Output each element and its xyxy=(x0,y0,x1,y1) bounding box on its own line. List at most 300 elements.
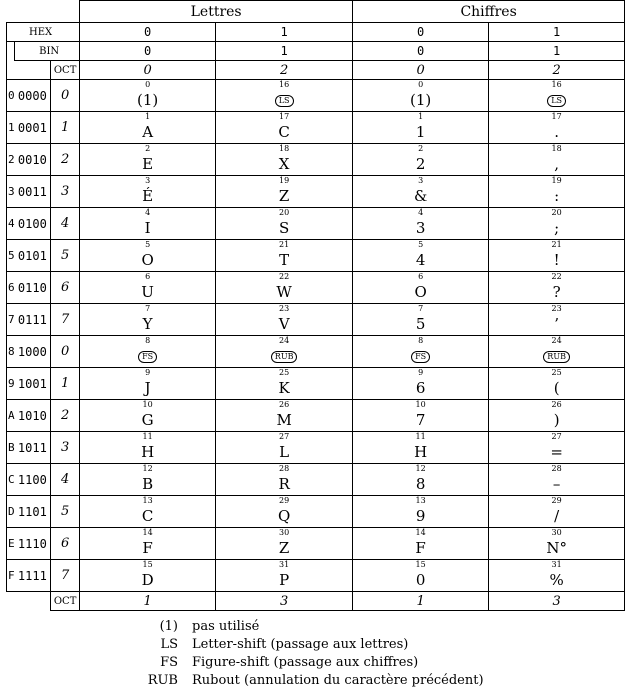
character-glyph: M xyxy=(276,411,292,429)
code-number: 23 xyxy=(551,304,562,313)
character-glyph: & xyxy=(413,187,428,205)
oct-value: 2 xyxy=(216,61,353,80)
row-oct: 1 xyxy=(51,368,80,400)
code-cell xyxy=(489,464,625,496)
row-bin: 1110 xyxy=(15,528,51,560)
code-cell-content xyxy=(80,528,215,559)
code-cell-content xyxy=(489,336,624,367)
character-glyph: V xyxy=(278,315,290,333)
code-cell xyxy=(80,432,216,464)
code-row xyxy=(7,176,625,208)
code-cell xyxy=(353,176,489,208)
code-cell-content xyxy=(216,464,352,495)
code-cell xyxy=(80,144,216,176)
legend-abbr: FS xyxy=(160,655,178,670)
code-cell xyxy=(353,240,489,272)
character xyxy=(353,124,488,141)
character xyxy=(353,316,488,333)
row-bin: 0111 xyxy=(15,304,51,336)
control-char-badge: LS xyxy=(547,95,566,107)
code-number: 28 xyxy=(279,464,290,473)
code-number: 11 xyxy=(415,432,426,441)
character-glyph: S xyxy=(278,219,290,237)
code-number: 8 xyxy=(145,336,151,345)
code-cell xyxy=(353,80,489,112)
character xyxy=(489,92,624,109)
character xyxy=(80,284,215,301)
row-bin: 0001 xyxy=(15,112,51,144)
oct-footer-label: OCT xyxy=(51,592,80,611)
character xyxy=(353,92,488,109)
code-cell xyxy=(353,336,489,368)
code-number: 2 xyxy=(418,144,424,153)
code-number: 22 xyxy=(551,272,562,281)
code-number: 17 xyxy=(551,112,562,121)
character xyxy=(216,348,352,365)
oct-footer-value: 3 xyxy=(489,592,625,611)
code-cell xyxy=(216,336,353,368)
character-glyph: B xyxy=(142,475,154,493)
character xyxy=(489,348,624,365)
code-cell xyxy=(353,304,489,336)
code-number: 0 xyxy=(145,80,151,89)
legend-text: pas utilisé xyxy=(192,619,260,634)
code-cell xyxy=(489,176,625,208)
code-cell-content xyxy=(489,144,624,175)
code-cell-content xyxy=(353,368,488,399)
row-oct: 6 xyxy=(51,528,80,560)
code-cell-content xyxy=(216,240,352,271)
row-bin: 1001 xyxy=(15,368,51,400)
code-cell-content xyxy=(353,144,488,175)
character xyxy=(353,188,488,205)
code-cell xyxy=(80,208,216,240)
hex-header-row xyxy=(7,23,625,42)
code-row xyxy=(7,336,625,368)
character-glyph: ’ xyxy=(554,315,560,333)
code-number: 6 xyxy=(145,272,151,281)
code-cell xyxy=(216,80,353,112)
character xyxy=(489,444,624,461)
code-cell-content xyxy=(216,400,352,431)
character-glyph: X xyxy=(278,155,290,173)
code-cell xyxy=(353,368,489,400)
code-cell xyxy=(80,496,216,528)
code-cell-content xyxy=(353,112,488,143)
code-cell-content xyxy=(216,432,352,463)
code-number: 4 xyxy=(418,208,424,217)
bin-value: 0 xyxy=(353,42,489,61)
code-number: 25 xyxy=(551,368,562,377)
character xyxy=(216,188,352,205)
row-oct: 6 xyxy=(51,272,80,304)
oct-value: 0 xyxy=(80,61,216,80)
code-cell xyxy=(216,560,353,592)
code-number: 21 xyxy=(279,240,290,249)
row-oct: 0 xyxy=(51,336,80,368)
code-number: 10 xyxy=(142,400,153,409)
code-cell xyxy=(489,400,625,432)
row-bin: 1101 xyxy=(15,496,51,528)
code-cell-content xyxy=(353,80,488,111)
row-oct: 7 xyxy=(51,304,80,336)
character-glyph: É xyxy=(142,187,154,205)
bin-label: BIN xyxy=(15,42,80,61)
hex-value: 0 xyxy=(353,23,489,42)
character xyxy=(489,316,624,333)
code-cell-content xyxy=(216,336,352,367)
character xyxy=(216,508,352,525)
character xyxy=(353,508,488,525)
code-row xyxy=(7,400,625,432)
code-cell-content xyxy=(489,240,624,271)
row-hex: C xyxy=(7,464,15,496)
legend-text: Figure-shift (passage aux chiffres) xyxy=(192,655,419,670)
character-glyph: I xyxy=(144,219,151,237)
code-cell-content xyxy=(80,112,215,143)
code-cell xyxy=(489,432,625,464)
code-number: 16 xyxy=(551,80,562,89)
code-cell xyxy=(216,368,353,400)
oct-footer-row xyxy=(7,592,625,611)
row-oct: 5 xyxy=(51,240,80,272)
character-glyph: U xyxy=(141,283,154,301)
code-row xyxy=(7,464,625,496)
code-cell-content xyxy=(353,496,488,527)
character-glyph: Y xyxy=(142,315,153,333)
code-number: 6 xyxy=(418,272,424,281)
code-cell-content xyxy=(216,304,352,335)
character xyxy=(216,220,352,237)
code-cell xyxy=(216,272,353,304)
row-hex: 6 xyxy=(7,272,15,304)
character-glyph: O xyxy=(141,251,154,269)
code-cell xyxy=(80,368,216,400)
code-number: 20 xyxy=(551,208,562,217)
code-row xyxy=(7,304,625,336)
code-cell xyxy=(489,80,625,112)
code-number: 1 xyxy=(145,112,151,121)
code-number: 27 xyxy=(279,432,290,441)
code-cell-content xyxy=(216,496,352,527)
legend-text: Rubout (annulation du caractère précédent) xyxy=(192,673,484,688)
code-number: 15 xyxy=(415,560,426,569)
control-char-badge: LS xyxy=(275,95,294,107)
oct-footer-value: 1 xyxy=(80,592,216,611)
group-chiffres-header: Chiffres xyxy=(353,1,625,23)
row-hex: 9 xyxy=(7,368,15,400)
character xyxy=(353,412,488,429)
row-oct: 2 xyxy=(51,144,80,176)
oct-value: 0 xyxy=(353,61,489,80)
character-glyph: 9 xyxy=(415,507,426,525)
code-cell xyxy=(489,336,625,368)
character xyxy=(489,540,624,557)
code-cell xyxy=(216,240,353,272)
row-bin: 1011 xyxy=(15,432,51,464)
code-row xyxy=(7,240,625,272)
character xyxy=(80,572,215,589)
character-glyph: 4 xyxy=(415,251,426,269)
character-glyph: (1) xyxy=(410,91,432,109)
code-number: 22 xyxy=(279,272,290,281)
row-oct: 3 xyxy=(51,432,80,464)
code-cell xyxy=(353,144,489,176)
code-cell-content xyxy=(216,176,352,207)
code-cell-content xyxy=(489,496,624,527)
character xyxy=(489,412,624,429)
code-cell xyxy=(216,496,353,528)
code-cell-content xyxy=(353,272,488,303)
code-cell-content xyxy=(353,560,488,591)
character-glyph: E xyxy=(142,155,154,173)
code-cell-content xyxy=(80,432,215,463)
code-cell-content xyxy=(80,176,215,207)
row-bin: 0010 xyxy=(15,144,51,176)
character-glyph: ? xyxy=(552,283,561,301)
code-cell-content xyxy=(80,336,215,367)
character xyxy=(80,412,215,429)
code-cell xyxy=(353,208,489,240)
row-oct: 0 xyxy=(51,80,80,112)
code-number: 10 xyxy=(415,400,426,409)
row-hex: F xyxy=(7,560,15,592)
code-cell xyxy=(216,400,353,432)
character xyxy=(489,156,624,173)
row-bin: 1010 xyxy=(15,400,51,432)
character-glyph: F xyxy=(142,539,153,557)
code-cell xyxy=(489,208,625,240)
code-cell-content xyxy=(353,240,488,271)
code-row xyxy=(7,496,625,528)
code-cell-content xyxy=(216,368,352,399)
legend-item xyxy=(130,672,484,690)
row-hex: 4 xyxy=(7,208,15,240)
row-hex: 5 xyxy=(7,240,15,272)
code-cell-content xyxy=(353,400,488,431)
group-header-row xyxy=(7,1,625,23)
code-cell xyxy=(489,144,625,176)
code-row xyxy=(7,528,625,560)
character xyxy=(216,284,352,301)
row-oct: 5 xyxy=(51,496,80,528)
legend-item xyxy=(130,618,484,636)
character xyxy=(489,124,624,141)
code-number: 18 xyxy=(279,144,290,153)
code-number: 9 xyxy=(418,368,424,377)
code-number: 14 xyxy=(415,528,426,537)
code-number: 0 xyxy=(418,80,424,89)
character xyxy=(80,348,215,365)
code-cell-content xyxy=(489,464,624,495)
group-lettres-header: Lettres xyxy=(80,1,353,23)
control-char-badge: RUB xyxy=(271,351,298,363)
code-cell-content xyxy=(489,112,624,143)
code-number: 30 xyxy=(279,528,290,537)
character xyxy=(216,572,352,589)
character xyxy=(353,380,488,397)
code-number: 15 xyxy=(142,560,153,569)
character-glyph: 6 xyxy=(415,379,426,397)
character xyxy=(80,476,215,493)
code-row xyxy=(7,144,625,176)
code-cell-content xyxy=(353,464,488,495)
code-cell xyxy=(216,432,353,464)
code-cell-content xyxy=(353,336,488,367)
oct-footer-value: 3 xyxy=(216,592,353,611)
character-glyph: D xyxy=(141,571,154,589)
code-cell-content xyxy=(216,80,352,111)
row-oct: 4 xyxy=(51,208,80,240)
code-cell xyxy=(80,112,216,144)
code-cell-content xyxy=(80,80,215,111)
code-number: 7 xyxy=(418,304,424,313)
row-oct: 1 xyxy=(51,112,80,144)
code-cell-content xyxy=(489,176,624,207)
character xyxy=(80,316,215,333)
character xyxy=(216,476,352,493)
character xyxy=(80,444,215,461)
code-row xyxy=(7,368,625,400)
code-number: 29 xyxy=(551,496,562,505)
code-cell xyxy=(216,208,353,240)
code-number: 3 xyxy=(418,176,424,185)
row-hex: 0 xyxy=(7,80,15,112)
code-cell xyxy=(489,496,625,528)
character xyxy=(216,444,352,461)
row-bin: 1000 xyxy=(15,336,51,368)
row-bin: 1100 xyxy=(15,464,51,496)
code-number: 4 xyxy=(145,208,151,217)
row-hex: 1 xyxy=(7,112,15,144)
row-hex: 8 xyxy=(7,336,15,368)
row-oct: 7 xyxy=(51,560,80,592)
row-hex: 2 xyxy=(7,144,15,176)
code-cell-content xyxy=(216,272,352,303)
code-cell-content xyxy=(353,208,488,239)
code-cell-content xyxy=(80,208,215,239)
character-glyph: H xyxy=(414,443,428,461)
code-row xyxy=(7,208,625,240)
code-number: 27 xyxy=(551,432,562,441)
character xyxy=(489,188,624,205)
code-cell xyxy=(489,112,625,144)
code-number: 19 xyxy=(551,176,562,185)
code-cell xyxy=(216,464,353,496)
character-glyph: . xyxy=(554,123,560,141)
character xyxy=(489,220,624,237)
character xyxy=(353,220,488,237)
character xyxy=(353,156,488,173)
character-glyph: (1) xyxy=(137,91,159,109)
code-cell xyxy=(489,272,625,304)
character xyxy=(216,156,352,173)
code-cell xyxy=(216,304,353,336)
hex-label: HEX xyxy=(7,23,80,42)
character xyxy=(80,540,215,557)
character xyxy=(489,476,624,493)
character-glyph: H xyxy=(141,443,155,461)
character-glyph: : xyxy=(554,187,560,205)
code-number: 24 xyxy=(551,336,562,345)
code-cell xyxy=(216,144,353,176)
character-glyph: , xyxy=(554,155,560,173)
row-oct: 3 xyxy=(51,176,80,208)
character-glyph: 1 xyxy=(415,123,426,141)
character-glyph: Z xyxy=(278,187,290,205)
character-glyph: ( xyxy=(553,379,560,397)
code-row xyxy=(7,272,625,304)
character-glyph: N° xyxy=(546,539,567,557)
row-hex: B xyxy=(7,432,15,464)
character xyxy=(353,572,488,589)
code-number: 24 xyxy=(279,336,290,345)
character xyxy=(80,92,215,109)
character-glyph: % xyxy=(549,571,564,589)
code-cell xyxy=(216,528,353,560)
legend-abbr: RUB xyxy=(147,673,178,688)
code-cell xyxy=(353,464,489,496)
code-cell xyxy=(80,528,216,560)
code-row xyxy=(7,560,625,592)
bin-value: 1 xyxy=(489,42,625,61)
character xyxy=(80,220,215,237)
oct-value: 2 xyxy=(489,61,625,80)
code-cell xyxy=(353,112,489,144)
character xyxy=(216,252,352,269)
character-glyph: 3 xyxy=(415,219,426,237)
character-glyph: ; xyxy=(554,219,560,237)
hex-value: 1 xyxy=(489,23,625,42)
code-cell-content xyxy=(80,560,215,591)
character-glyph: Z xyxy=(278,539,290,557)
code-cell-content xyxy=(216,112,352,143)
code-cell xyxy=(80,464,216,496)
character-glyph: – xyxy=(552,475,561,493)
row-bin: 0011 xyxy=(15,176,51,208)
code-number: 5 xyxy=(145,240,151,249)
character xyxy=(353,284,488,301)
row-bin: 0101 xyxy=(15,240,51,272)
character xyxy=(489,508,624,525)
control-char-badge: FS xyxy=(138,351,157,363)
row-hex: D xyxy=(7,496,15,528)
code-cell xyxy=(80,240,216,272)
code-number: 23 xyxy=(279,304,290,313)
character-glyph: 8 xyxy=(415,475,426,493)
code-cell-content xyxy=(216,528,352,559)
code-row xyxy=(7,432,625,464)
code-number: 31 xyxy=(551,560,562,569)
baudot-code-table xyxy=(6,0,625,611)
code-number: 31 xyxy=(279,560,290,569)
character xyxy=(489,284,624,301)
code-cell-content xyxy=(489,560,624,591)
code-number: 18 xyxy=(551,144,562,153)
character-glyph: F xyxy=(415,539,426,557)
code-cell-content xyxy=(80,368,215,399)
code-cell-content xyxy=(489,304,624,335)
code-number: 3 xyxy=(145,176,151,185)
character xyxy=(489,380,624,397)
control-char-badge: FS xyxy=(411,351,430,363)
character xyxy=(216,380,352,397)
code-number: 26 xyxy=(551,400,562,409)
code-number: 28 xyxy=(551,464,562,473)
code-cell-content xyxy=(489,400,624,431)
code-cell-content xyxy=(489,272,624,303)
character xyxy=(80,380,215,397)
